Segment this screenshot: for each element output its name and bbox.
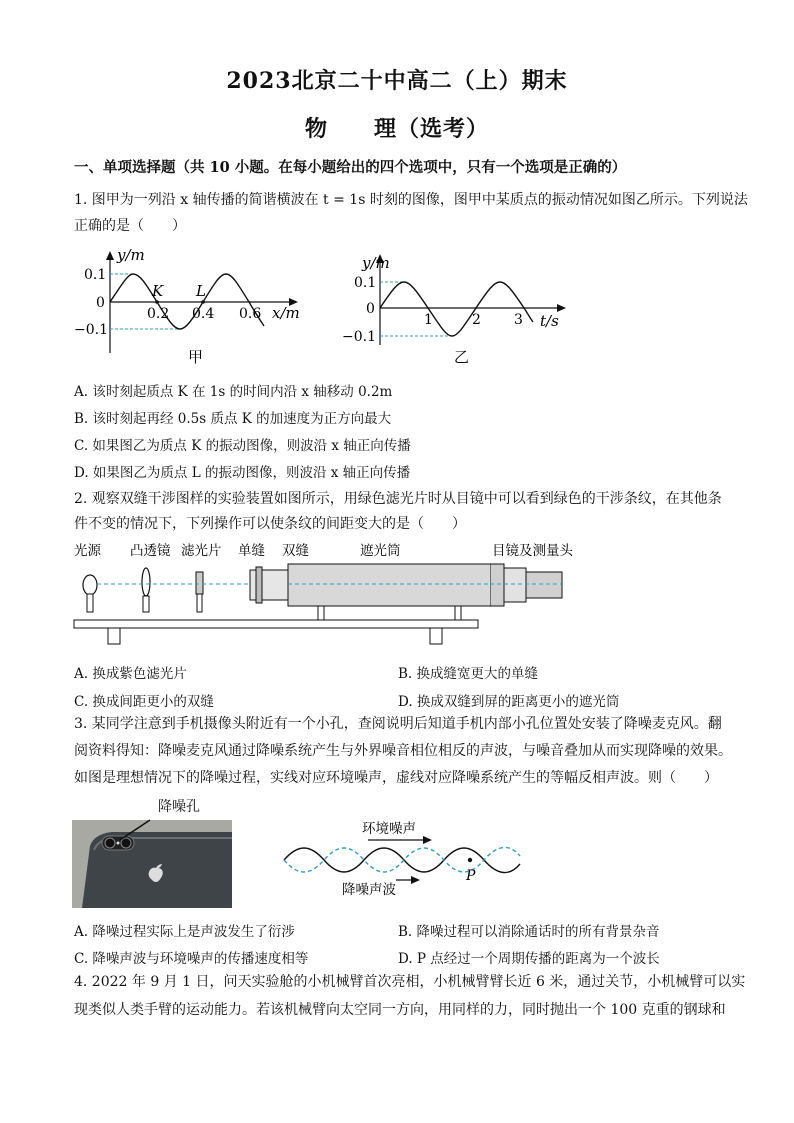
fig-a-ytick-top: 0.1 <box>84 267 107 283</box>
fig-a-xtick-2: 0.4 <box>192 306 215 322</box>
q2-option-b: B. 换成缝宽更大的单缝 <box>398 666 539 682</box>
q3-option-d: D. P 点经过一个周期传播的距离为一个波长 <box>398 951 660 967</box>
q4-line2: 现类似人类手臂的运动能力。若该机械臂向太空同一方向，用同样的力，同时抛出一个 100 克重的钢球和 <box>74 1002 726 1018</box>
fig-b-xtick-2: 2 <box>472 312 481 328</box>
label-filter: 滤光片 <box>181 543 222 559</box>
q1-option-c: C. 如果图乙为质点 K 的振动图像，则波沿 x 轴正向传播 <box>74 438 411 454</box>
q1-option-b: B. 该时刻起再经 0.5s 质点 K 的加速度为正方向最大 <box>74 411 392 427</box>
q1-figure-b <box>338 250 578 370</box>
fig-b-origin: 0 <box>366 301 375 317</box>
q3-option-b: B. 降噪过程可以消除通话时的所有背景杂音 <box>398 924 660 940</box>
label-env-noise: 环境噪声 <box>362 821 416 837</box>
q2-line1: 2. 观察双缝干涉图样的实验装置如图所示，用绿色滤光片时从目镜中可以看到绿色的干涉条纹，在其他条 <box>74 491 722 507</box>
q1-figure-a <box>70 248 320 368</box>
label-noise-hole: 降噪孔 <box>158 799 200 815</box>
label-eyepiece: 目镜及测量头 <box>492 543 573 559</box>
q2-apparatus-figure <box>70 538 490 650</box>
label-anti-noise: 降噪声波 <box>342 882 396 896</box>
fig-b-ytick-top: 0.1 <box>354 275 377 291</box>
phone-photo <box>72 796 232 908</box>
q2-eyepiece-figure <box>490 538 590 650</box>
q4-line1: 4. 2022 年 9 月 1 日，问天实验舱的小机械臂首次亮相，小机械臂臂长近 6 米，通过关节，小机械臂可以实 <box>74 974 746 990</box>
fig-a-ylabel: y/m <box>117 248 145 264</box>
point-k-label: K <box>152 282 164 300</box>
noise-wave-figure <box>280 816 530 896</box>
fig-a-xtick-1: 0.2 <box>147 306 170 322</box>
subject-title: 物 理（选考） <box>304 116 489 142</box>
label-single-slit: 单缝 <box>238 543 265 559</box>
q1-option-a: A. 该时刻起质点 K 在 1s 的时间内沿 x 轴移动 0.2m <box>74 384 393 400</box>
fig-a-xtick-3: 0.6 <box>239 306 262 322</box>
fig-a-xlabel: x/m <box>272 304 300 322</box>
label-double-slit: 双缝 <box>282 543 309 559</box>
label-tube: 遮光筒 <box>360 543 401 559</box>
q3-option-a: A. 降噪过程实际上是声波发生了衍涉 <box>74 924 295 940</box>
point-l-label: L <box>196 282 206 300</box>
q1-option-d: D. 如果图乙为质点 L 的振动图像，则波沿 x 轴正向传播 <box>74 465 411 481</box>
q2-option-d: D. 换成双缝到屏的距离更小的遮光筒 <box>398 694 620 710</box>
fig-b-xtick-1: 1 <box>424 312 433 328</box>
anti-noise-wave <box>284 847 520 872</box>
q2-option-c: C. 换成间距更小的双缝 <box>74 694 214 710</box>
label-light-source: 光源 <box>74 543 101 559</box>
fig-a-caption: 甲 <box>188 348 204 366</box>
fig-b-xlabel: t/s <box>540 312 559 330</box>
q3-option-c: C. 降噪声波与环境噪声的传播速度相等 <box>74 951 309 967</box>
q2-line2: 件不变的情况下，下列操作可以使条纹的间距变大的是（ ） <box>74 516 466 532</box>
label-convex-lens: 凸透镜 <box>130 543 171 559</box>
q3-line2: 阅资料得知：降噪麦克风通过降噪系统产生与外界噪音相位相反的声波，与噪音叠加从而实现降噪的效果。 <box>74 743 732 759</box>
fig-b-xtick-3: 3 <box>514 312 523 328</box>
document-title: 2023北京二十中高二（上）期末 <box>226 68 568 94</box>
point-p-label: P <box>466 868 476 884</box>
q3-line3: 如图是理想情况下的降噪过程，实线对应环境噪声，虚线对应降噪系统产生的等幅反相声波。则（ ） <box>74 770 718 786</box>
fig-b-ytick-bottom: −0.1 <box>342 329 376 345</box>
fig-a-ytick-bottom: −0.1 <box>74 322 108 338</box>
fig-a-origin: 0 <box>96 295 105 311</box>
q1-line1: 1. 图甲为一列沿 x 轴传播的简谐横波在 t = 1s 时刻的图像，图甲中某质点的振动情况如图乙所示。下列说法 <box>74 192 748 208</box>
fig-b-caption: 乙 <box>454 348 470 366</box>
section-heading: 一、单项选择题（共 10 小题。在每小题给出的四个选项中，只有一个选项是正确的） <box>74 159 627 176</box>
wave-curve-b <box>380 282 533 336</box>
q1-line2: 正确的是（ ） <box>74 218 186 234</box>
fig-b-ylabel: y/m <box>362 254 390 272</box>
q3-line1: 3. 某同学注意到手机摄像头附近有一个小孔，查阅说明后知道手机内部小孔位置处安装了降噪麦克风。翻 <box>74 716 722 732</box>
q2-option-a: A. 换成紫色滤光片 <box>74 666 187 682</box>
